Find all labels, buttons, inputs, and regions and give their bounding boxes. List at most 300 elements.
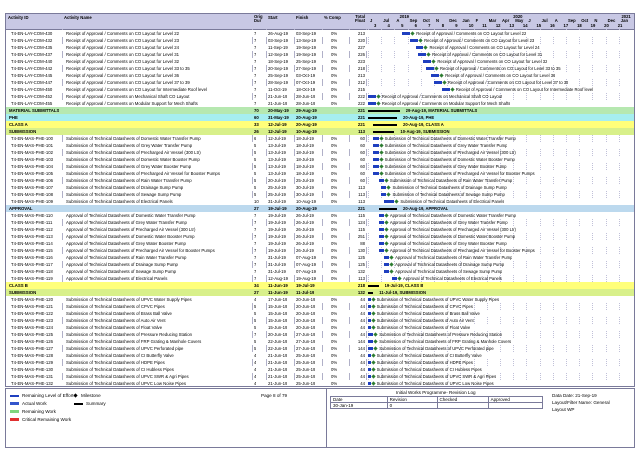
total-float: 223 [357,59,365,64]
total-float: 44 [360,325,365,330]
activity-row[interactable] [6,240,634,247]
activity-row[interactable] [6,163,634,170]
start-date: 03-Sep-19 [268,38,289,43]
bar-label: Approval of Technical Datasheets of Rain Water Transfer Pump [395,255,513,260]
activity-bar[interactable] [379,221,384,224]
activity-name: Submission of Technical Datasheets of Domestic Water Booster Pump [66,157,200,162]
total-float: 44 [360,367,365,372]
activity-bar[interactable] [368,95,376,98]
activity-name: Submission of Technical Datasheets of FRP Grating & Manhole Covers [66,339,202,344]
percent-complete: 0% [331,332,338,337]
activity-bar[interactable] [384,200,395,203]
orig-duration: 7 [254,227,257,232]
activity-bar[interactable] [379,214,384,217]
activity-row[interactable] [6,65,634,72]
total-float: 113 [358,129,365,134]
timeline-month: J [528,18,531,23]
bar-label: Submission of Technical Datasheets of Rain Water Transfer Pump [389,178,513,183]
summary-row[interactable] [6,289,634,296]
activity-bar[interactable] [368,319,371,322]
activity-bar[interactable] [384,256,389,259]
legend-critical-remaining: Critical Remaining Work [10,417,71,422]
activity-row[interactable] [6,380,634,387]
activity-row[interactable] [6,338,634,345]
finish-date: 18-Jul-19 [296,150,314,155]
finish-milestone-icon [376,94,380,98]
timeline-period-number: 6 [414,23,417,28]
finish-date: 18-Jul-19 [296,171,314,176]
finish-date: 20-Aug-19 [296,122,317,127]
finish-date: 27-Jun-19 [296,346,316,351]
legend-remaining-loe: Remaining Level of Effort [10,393,74,398]
timeline-period-number: 19 [590,23,596,28]
revision-table [330,396,543,409]
percent-complete: 0% [331,38,338,43]
activity-row[interactable] [6,149,634,156]
summary-row[interactable] [6,114,634,121]
activity-row[interactable] [6,184,634,191]
activity-row[interactable] [6,296,634,303]
timeline-period-number: 12 [495,23,501,28]
finish-milestone-icon [450,87,454,91]
total-float: 130 [357,248,365,253]
activity-id: T4-EN-LAY-COM-447 [11,80,53,85]
legend-remaining-work: Remaining Work [10,409,56,414]
start-date: 12-Sep-19 [268,52,289,57]
header-orig-dur[interactable]: Orig Dur [254,14,263,24]
activity-bar[interactable] [373,137,378,140]
activity-name: Submission of Technical Datasheets of Precharged Air Vessel (300 Ltr) [66,150,201,155]
activity-row[interactable] [6,226,634,233]
orig-duration: 70 [254,108,259,113]
activity-name: Approval of Technical Datasheets of Sewage Sump Pump [66,269,177,274]
bar-label: Approval of Technical Datasheets of Grey Water Transfer Pump [389,220,508,225]
start-date: 13-Jul-19 [268,171,286,176]
finish-date: 03-Sep-19 [296,31,317,36]
total-float: 60 [360,164,365,169]
summary-bar[interactable] [373,131,394,133]
activity-bar[interactable] [373,165,378,168]
activity-row[interactable] [6,268,634,275]
finish-date: 18-Oct-19 [296,87,316,92]
total-float: 60 [360,150,365,155]
activity-row[interactable] [6,177,634,184]
timeline-month: Oct [422,18,430,23]
activity-bar[interactable] [368,368,371,371]
summary-bar[interactable] [373,124,397,126]
finish-milestone-icon [379,171,383,175]
activity-bar[interactable] [379,249,384,252]
activity-bar[interactable] [379,179,384,182]
revision-log-title: Initial Works Programme- Revision Log [396,390,476,395]
activity-bar[interactable] [426,67,434,70]
legend-divider [326,389,327,447]
header-total-float[interactable]: Total Float [354,14,365,24]
summary-row[interactable] [6,121,634,128]
activity-id: T4-EN-MAS-PHE-102 [11,150,54,155]
activity-id: T4-EN-MAS-PHE-117 [11,262,53,267]
total-float: 221 [357,115,365,120]
activity-id: T4-EN-LAY-COM-432 [11,38,53,43]
start-date: 12-Jul-19 [268,122,287,127]
activity-row[interactable] [6,310,634,317]
start-date: 13-Jul-19 [268,150,286,155]
activity-row[interactable] [6,373,634,380]
activity-id: T4-EN-MAS-PHE-121 [11,304,54,309]
orig-duration: 7 [254,52,257,57]
activity-row[interactable] [6,191,634,198]
activity-bar[interactable] [416,46,424,49]
activity-row[interactable] [6,58,634,65]
activity-row[interactable] [6,366,634,373]
percent-complete: 0% [331,248,338,253]
orig-duration: 7 [254,241,257,246]
loe-swatch-icon [10,395,19,397]
legend-summary: Summary [74,401,106,406]
activity-name: Receipt of Approval / Comments on CO Layout for Level 31 [66,52,179,57]
activity-bar[interactable] [423,60,431,63]
start-date: 22-Jun-19 [268,339,288,344]
activity-name: Submission of Technical Datasheets of Grey Water Booster Pump [66,164,192,169]
orig-duration: 5 [254,304,257,309]
timeline-period-number: 7 [428,23,431,28]
start-date: 20-May-19 [268,108,289,113]
activity-row[interactable] [6,352,634,359]
finish-date: 07-Oct-19 [296,80,316,85]
start-date: 17-Jun-19 [268,297,288,302]
activity-row[interactable] [6,275,634,282]
finish-date: 25-Sep-19 [296,59,317,64]
activity-row[interactable] [6,254,634,261]
activity-row[interactable] [6,44,634,51]
bar-label: Receipt of Approval / Comments on CO Layout for Level 37 to 39 [447,80,569,85]
activity-bar[interactable] [368,298,371,301]
activity-row[interactable] [6,100,634,107]
activity-name: Receipt of Approval / Comments on CO Layout for Level 32 [66,59,179,64]
activity-bar[interactable] [368,305,371,308]
bar-label: Receipt of Approval / Comments on CO Layout for Level 31 [432,52,543,57]
header-activity-name[interactable]: Activity Name [64,15,92,20]
activity-id: T4-EN-LAY-COM-445 [11,73,53,78]
activity-name: Submission of Technical Datasheets of Precharged Air Vessel for Booster Pumps [66,171,220,176]
activity-name: Submission of Technical Datasheets of Electrical Panels [66,199,173,204]
percent-complete: 0% [331,59,338,64]
activity-name: Submission of Technical Datasheets of Float Valve [66,325,163,330]
finish-milestone-icon [384,241,388,245]
activity-row[interactable] [6,170,634,177]
activity-id: T4-EN-MAS-PHE-113 [11,234,53,239]
activity-row[interactable] [6,261,634,268]
start-date: 21-Jun-19 [268,353,288,358]
finish-date: 10-Aug-19 [296,199,317,204]
finish-milestone-icon [371,325,375,329]
percent-complete: 0% [331,185,338,190]
total-float: 221 [357,206,365,211]
finish-date: 25-Jun-19 [296,367,316,372]
bar-label: Submission of Technical Datasheets of Auto Air Vent [376,318,474,323]
finish-date: 10-Aug-19 [296,129,317,134]
activity-bar[interactable] [373,151,378,154]
activity-row[interactable] [6,142,634,149]
orig-duration: 7 [254,255,257,260]
percent-complete: 0% [331,178,338,183]
total-float: 44 [360,332,365,337]
page-number: Page 8 of 79 [261,393,288,398]
orig-duration: 5 [254,164,257,169]
activity-row[interactable] [6,317,634,324]
activity-bar[interactable] [379,228,384,231]
total-float: 144 [357,339,365,344]
rev-date: 30-Jan-19 [331,403,388,409]
activity-row[interactable] [6,359,634,366]
activity-id: T4-EN-LAY-COM-440 [11,59,53,64]
rev-col-checked: Checked [437,397,488,403]
activity-row[interactable] [6,303,634,310]
finish-milestone-icon [379,136,383,140]
finish-milestone-icon [371,374,375,378]
total-float: 221 [357,122,365,127]
finish-milestone-icon [434,66,438,70]
activity-bar[interactable] [373,158,378,161]
orig-duration: 7 [254,73,257,78]
activity-name: Submission of Technical Datasheets of Sewage Sump Pump [66,192,182,197]
finish-milestone-icon [384,227,388,231]
bar-label: Submission of Technical Datasheets of UPVC Perforated pipe [379,346,494,351]
timeline-year: 2021 [621,14,631,19]
percent-complete: 0% [331,297,338,302]
activity-id: T4-EN-MAS-PHE-107 [11,185,54,190]
timeline-month: Jan [462,18,470,23]
activity-bar[interactable] [368,354,371,357]
percent-complete: 0% [331,213,338,218]
start-date: 22-Jun-19 [268,346,288,351]
activity-id: T4-EN-MAS-PHE-126 [11,339,54,344]
activity-bar[interactable] [368,361,371,364]
start-date: 11-Jun-19 [268,283,288,288]
activity-row[interactable] [6,37,634,44]
bar-label: 29-Aug-19, MATERIAL SUBMITTALS [405,108,478,113]
activity-name: Receipt of Approval / Comments on CO Layout for Intermediate Roof level [66,87,207,92]
finish-milestone-icon [384,213,388,217]
total-float: 44 [360,297,365,302]
start-date: 19-Jul-19 [268,248,286,253]
activity-bar[interactable] [368,312,371,315]
activity-bar[interactable] [368,326,371,329]
activity-row[interactable] [6,331,634,338]
percent-complete: 0% [331,262,338,267]
activity-name: Approval of Technical Datasheets of Domestic Water Transfer Pump [66,213,196,218]
activity-row[interactable] [6,198,634,205]
percent-complete: 0% [331,94,338,99]
total-float: 132 [357,269,365,274]
summary-row[interactable] [6,107,634,114]
critical-swatch-icon [10,418,19,421]
activity-row[interactable] [6,135,634,142]
percent-complete: 0% [331,318,338,323]
timeline-month: Sep [409,18,418,23]
finish-date: 20-Aug-19 [296,115,317,120]
activity-row[interactable] [6,233,634,240]
summary-bar[interactable] [368,285,379,287]
activity-bar[interactable] [442,88,450,91]
start-date: 31-May-19 [268,115,289,120]
start-date: 26-Aug-19 [268,31,289,36]
orig-duration: 5 [254,157,257,162]
finish-date: 26-Jul-19 [296,234,314,239]
orig-duration: 7 [254,31,257,36]
activity-id: T4-EN-MAS-PHE-118 [11,269,53,274]
actual-work-swatch-icon [10,402,19,405]
orig-duration: 7 [254,101,257,106]
total-float: 60 [360,157,365,162]
activity-id: T4-EN-MAS-PHE-115 [11,248,53,253]
activity-bar[interactable] [379,235,384,238]
finish-date: 13-Sep-19 [296,38,317,43]
activity-bar[interactable] [392,277,397,280]
activity-bar[interactable] [368,375,371,378]
start-date: 15-Jun-19 [268,318,288,323]
activity-name: Receipt of Approval / Comments on CO Layout for Level 24 [66,45,179,50]
activity-row[interactable] [6,156,634,163]
activity-id: T4-EN-MAS-PHE-123 [11,318,54,323]
activity-name: Submission of Technical Datasheets of CI Hubless Pipes [66,367,174,372]
activity-bar[interactable] [373,144,378,147]
activity-id: T4-EN-LAY-COM-430 [11,31,53,36]
total-float: 221 [357,108,365,113]
bar-label: Submission of Technical Datasheets of UPVC Water Supply Pipes [376,297,500,302]
activity-id: T4-EN-MAS-PHE-130 [11,367,54,372]
orig-duration: 7 [254,262,257,267]
activity-id: T4-EN-MAS-PHE-128 [11,353,54,358]
timeline-period-number: 17 [563,23,569,28]
finish-date: 20-Aug-19 [296,206,317,211]
milestone-diamond-icon [73,394,77,398]
activity-bar[interactable] [368,382,371,385]
activity-name: Receipt of Approval / Comments on CO Layout for Level 23 [66,38,179,43]
activity-id: T4-EN-MAS-PHE-120 [11,297,54,302]
activity-id: T4-EN-LAY-COM-437 [11,52,53,57]
activity-bar[interactable] [402,32,410,35]
finish-milestone-icon [379,164,383,168]
total-float: 44 [360,374,365,379]
timeline-month: Jul [383,18,390,23]
finish-date: 20-Jun-19 [296,318,316,323]
activity-row[interactable] [6,93,634,100]
finish-milestone-icon [419,38,423,42]
finish-date: 29-Aug-19 [296,108,317,113]
activity-bar[interactable] [418,53,426,56]
orig-duration: 7 [254,66,257,71]
activity-row[interactable] [6,219,634,226]
activity-id: T4-EN-LAY-COM-435 [11,45,53,50]
header-start[interactable]: Start [268,15,278,20]
timeline-month: N [594,18,598,23]
finish-date: 25-Jun-19 [296,353,316,358]
activity-row[interactable] [6,79,634,86]
activity-row[interactable] [6,51,634,58]
activity-row[interactable] [6,86,634,93]
finish-milestone-icon [371,304,375,308]
timeline-year: 2019 [399,14,409,19]
start-date: 21-Jun-19 [268,367,288,372]
finish-milestone-icon [384,234,388,238]
activity-row[interactable] [6,247,634,254]
activity-bar[interactable] [379,242,384,245]
activity-bar[interactable] [434,81,442,84]
activity-bar[interactable] [368,102,376,105]
activity-bar[interactable] [384,263,389,266]
start-date: 21-Jun-19 [268,94,288,99]
orig-duration: 5 [254,192,257,197]
percent-complete: 0% [331,227,338,232]
activity-bar[interactable] [373,172,378,175]
activity-name: Submission of Technical Datasheets of CI Butterfly Valve [66,353,174,358]
start-date: 19-Jul-19 [268,241,286,246]
summary-bar[interactable] [379,208,397,210]
bar-label: Approval of Technical Datasheets of Grey Water Booster Pump [389,241,507,246]
summary-bar[interactable] [368,292,373,294]
timeline-period-number: 15 [536,23,542,28]
activity-row[interactable] [6,72,634,79]
activity-row[interactable] [6,345,634,352]
header-complete[interactable]: % Comp [324,15,341,20]
bar-label: Submission of Technical Datasheets of Grey Water Transfer Pump [384,143,508,148]
activity-id: T4-EN-MAS-PHE-124 [11,325,54,330]
summary-bar[interactable] [368,110,400,112]
activity-bar[interactable] [431,74,439,77]
total-float: 124 [357,220,365,225]
activity-row[interactable] [6,324,634,331]
finish-date: 28-Jun-19 [296,94,316,99]
activity-id: T4-EN-MAS-PHE-101 [11,143,54,148]
summary-row[interactable] [6,282,634,289]
percent-complete: 0% [331,255,338,260]
start-date: 20-Jul-19 [268,178,286,183]
percent-complete: 0% [331,66,338,71]
header-finish[interactable]: Finish [296,15,309,20]
summary-bar[interactable] [368,117,397,119]
orig-duration: 26 [254,129,259,134]
activity-row[interactable] [6,30,634,37]
start-date: 28-Sep-19 [268,80,289,85]
total-float: 60 [360,143,365,148]
header-activity-id[interactable]: Activity ID [8,15,29,20]
orig-duration: 33 [254,122,259,127]
activity-id: T4-EN-MAS-PHE-131 [11,374,54,379]
summary-row[interactable] [6,128,634,135]
activity-row[interactable] [6,212,634,219]
start-date: 25-Jul-19 [268,185,286,190]
timeline-month: Jul [541,18,548,23]
bar-label: 10-Aug-19, SUBMISSION [400,129,450,134]
activity-bar[interactable] [384,270,389,273]
total-float: 251 [357,234,365,239]
bar-label: Submission of Technical Datasheets of CI Butterfly Valve [376,353,482,358]
percent-complete: 0% [331,31,338,36]
percent-complete: 0% [331,143,338,148]
rev-col-date: Date [331,397,388,403]
percent-complete: 0% [331,45,338,50]
activity-bar[interactable] [410,39,418,42]
total-float: 222 [357,94,365,99]
summary-row[interactable] [6,205,634,212]
orig-duration: 6 [254,136,257,141]
timeline-month: F [475,18,479,23]
data-date: Data Date: 21-Sep-19 [552,393,597,398]
percent-complete: 0% [331,150,338,155]
legend-footer [5,388,635,448]
finish-milestone-icon [376,101,380,105]
